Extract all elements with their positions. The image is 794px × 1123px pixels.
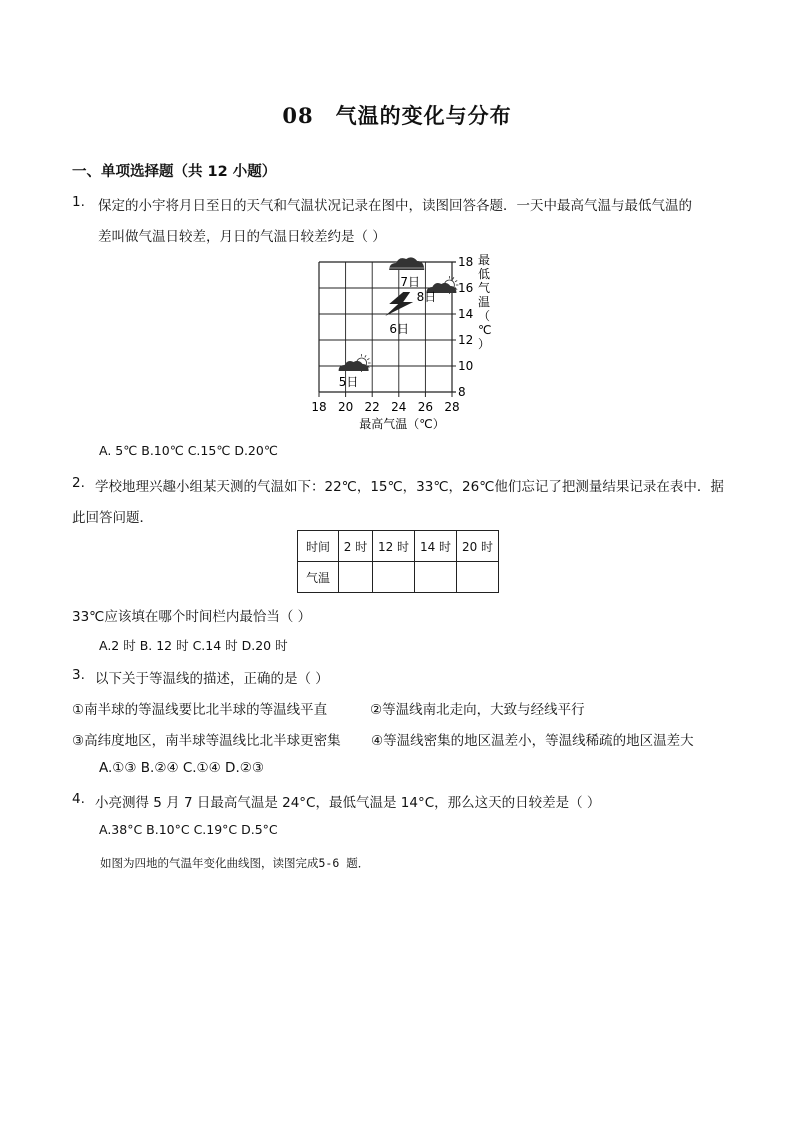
y-axis-label [478, 253, 491, 351]
question-text: 保定的小宇将月日至日的天气和气温状况记录在图中，读图回答各题．一天中最高气温与最低气温的 [98, 198, 692, 214]
question-text: 此回答问题． [72, 510, 153, 526]
x-tick-label: 26 [417, 400, 434, 414]
sun-ray [365, 355, 366, 357]
y-tick-label: 10 [458, 359, 474, 373]
point-label: 6日 [389, 322, 410, 336]
statement-1: ①南半球的等温线要比北半球的等温线平直 [72, 702, 328, 718]
table-header-cell: 时间 [298, 531, 339, 562]
record-table [297, 530, 499, 593]
sun-ray [367, 359, 369, 360]
section-heading: 一、单项选择题（共 12 小题） [72, 164, 277, 180]
question-text: 差叫做气温日较差，月日的气温日较差约是（ ） [98, 229, 386, 245]
point-label: 5日 [338, 375, 359, 389]
y-tick-label: 18 [458, 255, 474, 269]
x-tick-label: 20 [337, 400, 354, 414]
question-text: 33℃应该填在哪个时间栏内最恰当（ ） [72, 609, 312, 625]
y-axis-label-char: 最 [478, 253, 491, 267]
answer-options: A. 5℃ B.10℃ C.15℃ D.20℃ [99, 443, 278, 458]
y-tick-label: 16 [458, 281, 474, 295]
question-number: 2. [72, 475, 85, 491]
table-cell [339, 562, 373, 593]
table-row [298, 531, 499, 562]
temperature-chart [300, 250, 500, 435]
y-tick-label: 14 [458, 307, 474, 321]
sun-ray [453, 277, 454, 279]
y-axis-label-char: ） [478, 337, 491, 351]
statement-3: ③高纬度地区，南半球等温线比北半球更密集 [72, 733, 341, 749]
answer-options: A.2 时 B. 12 时 C.14 时 D.20 时 [99, 638, 288, 653]
statement-2: ②等温线南北走向，大致与经线平行 [370, 702, 585, 718]
question-text: 以下关于等温线的描述，正确的是（ ） [95, 671, 329, 687]
sun-ray [455, 281, 457, 282]
x-tick-label: 22 [364, 400, 380, 414]
point-label: 7日 [400, 275, 421, 289]
question-text: 小亮测得 5 月 7 日最高气温是 24°C，最低气温是 14°C，那么这天的日较差是（ ） [95, 795, 601, 811]
y-tick-label: 12 [458, 333, 474, 347]
answer-options: A.①③ B.②④ C.①④ D.②③ [99, 760, 264, 776]
y-tick-label: 8 [458, 385, 466, 399]
table-row [298, 562, 499, 593]
y-axis [458, 255, 473, 399]
x-tick-label: 24 [391, 400, 407, 414]
point-label: 8日 [416, 290, 437, 304]
table-header-cell: 14 时 [415, 531, 457, 562]
x-tick-label: 18 [311, 400, 327, 414]
chart-grid [319, 262, 456, 392]
y-axis-label-char: 低 [478, 267, 491, 281]
question-number: 4. [72, 791, 85, 807]
question-text: 学校地理兴趣小组某天测的气温如下：22℃，15℃，33℃，26℃他们忘记了把测量结果记录在表中．据 [95, 479, 724, 495]
data-point [339, 354, 371, 389]
y-axis-label-char: 气 [478, 281, 491, 295]
table-cell [373, 562, 415, 593]
table-row-label: 气温 [298, 562, 339, 593]
table-header-cell: 20 时 [457, 531, 499, 562]
question-number: 3. [72, 667, 85, 683]
y-axis-label-char: （ [478, 309, 491, 323]
question-number: 1. [72, 194, 85, 210]
table-cell [415, 562, 457, 593]
question-intro: 如图为四地的气温年变化曲线图，读图完成5-6 题． [100, 856, 370, 870]
page-title: 08 气温的变化与分布 [282, 103, 512, 128]
y-axis-label-char: 温 [478, 295, 491, 309]
x-axis-label: 最高气温（℃） [359, 417, 445, 431]
table-cell [457, 562, 499, 593]
x-tick-label: 28 [444, 400, 460, 414]
answer-options: A.38°C B.10°C C.19°C D.5°C [99, 822, 278, 837]
table-header-cell: 12 时 [373, 531, 415, 562]
y-axis-label-char: ℃ [478, 323, 492, 337]
table-header-cell: 2 时 [339, 531, 373, 562]
statement-4: ④等温线密集的地区温差小，等温线稀疏的地区温差大 [371, 733, 694, 749]
x-axis [311, 392, 459, 414]
